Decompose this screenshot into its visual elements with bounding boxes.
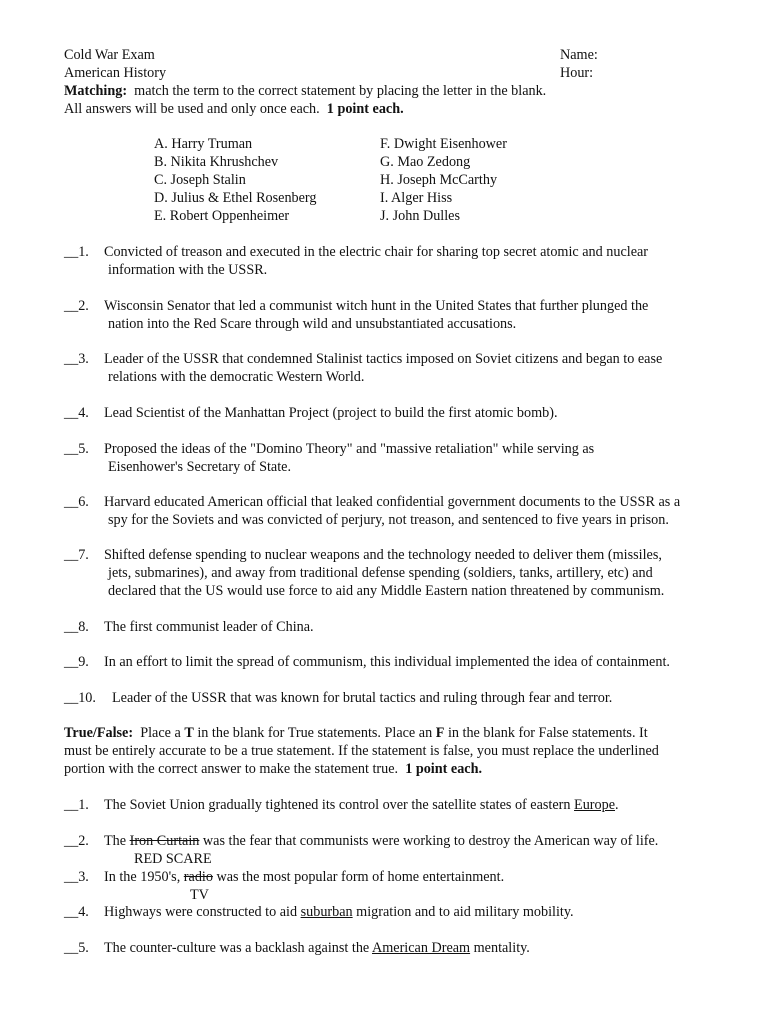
answer-blank[interactable]: __5. xyxy=(64,940,89,956)
question-text: Wisconsin Senator that led a communist witch hunt in the United States that further plunged the xyxy=(104,298,649,314)
name-label: Name: xyxy=(560,47,598,63)
answer-blank[interactable]: __9. xyxy=(64,654,89,670)
course-name: American History xyxy=(64,65,167,81)
tf-heading: True/False: xyxy=(64,725,134,741)
tf-instructions: True/False: Place a T in the blank for True statements. Place an F in the blank for False statements. It xyxy=(64,725,648,741)
underlined-term: Europe xyxy=(574,797,616,813)
question-text: The Soviet Union gradually tightened its control over the satellite states of eastern Europe. xyxy=(104,797,619,813)
answer-blank[interactable]: __5. xyxy=(64,441,89,457)
tf-instructions-line2: must be entirely accurate to be a true statement. If the statement is false, you must replace the underlined xyxy=(64,743,659,759)
question-text: Shifted defense spending to nuclear weapons and the technology needed to deliver them (missiles, xyxy=(104,547,662,563)
answer-blank[interactable]: __3. xyxy=(64,869,89,885)
matching-points: 1 point each. xyxy=(326,101,404,117)
choice-e: E. Robert Oppenheimer xyxy=(154,208,290,224)
question-text: The counter-culture was a backlash against the American Dream mentality. xyxy=(104,940,530,956)
choice-i: I. Alger Hiss xyxy=(380,190,453,206)
answer-blank[interactable]: __2. xyxy=(64,833,89,849)
question-text-cont: information with the USSR. xyxy=(108,262,268,278)
tf-instructions-line3: portion with the correct answer to make the statement true. 1 point each. xyxy=(64,761,483,777)
question-text: Lead Scientist of the Manhattan Project (project to build the first atomic bomb). xyxy=(104,405,558,421)
answer-blank[interactable]: __4. xyxy=(64,904,89,920)
choice-b: B. Nikita Khrushchev xyxy=(154,154,279,170)
question-text: Highways were constructed to aid suburban migration and to aid military mobility. xyxy=(104,904,574,920)
matching-instructions-text: match the term to the correct statement by placing the letter in the blank. xyxy=(134,83,547,99)
choice-a: A. Harry Truman xyxy=(154,136,253,152)
handwritten-correction: RED SCARE xyxy=(134,851,212,867)
answer-blank[interactable]: __1. xyxy=(64,244,89,260)
choice-h: H. Joseph McCarthy xyxy=(380,172,498,188)
matching-heading: Matching: xyxy=(64,83,128,99)
struck-term: Iron Curtain xyxy=(129,833,200,849)
question-text: In the 1950's, radio was the most popular form of home entertainment. xyxy=(104,869,505,885)
answer-blank[interactable]: __8. xyxy=(64,619,89,635)
tf-points: 1 point each. xyxy=(405,761,483,777)
hour-label: Hour: xyxy=(560,65,594,81)
answer-blank[interactable]: __2. xyxy=(64,298,89,314)
question-text: In an effort to limit the spread of communism, this individual implemented the idea of containment. xyxy=(104,654,670,670)
answer-blank[interactable]: __10. xyxy=(64,690,96,706)
question-text: Convicted of treason and executed in the electric chair for sharing top secret atomic and nuclear xyxy=(104,244,649,260)
underlined-term: American Dream xyxy=(372,940,471,956)
exam-title: Cold War Exam xyxy=(64,47,155,63)
choice-f: F. Dwight Eisenhower xyxy=(380,136,507,152)
answer-blank[interactable]: __6. xyxy=(64,494,89,510)
matching-instructions-line2: All answers will be used and only once each. 1 point each. xyxy=(64,101,404,117)
question-text: Leader of the USSR that condemned Stalinist tactics imposed on Soviet citizens and began to ease xyxy=(104,351,663,367)
choice-d: D. Julius & Ethel Rosenberg xyxy=(154,190,317,206)
question-text: Proposed the ideas of the "Domino Theory" and "massive retaliation" while serving as xyxy=(104,441,595,457)
answer-blank[interactable]: __1. xyxy=(64,797,89,813)
question-text-cont: relations with the democratic Western World. xyxy=(108,369,365,385)
choice-g: G. Mao Zedong xyxy=(380,154,471,170)
answer-blank[interactable]: __4. xyxy=(64,405,89,421)
answer-blank[interactable]: __7. xyxy=(64,547,89,563)
question-text-cont: spy for the Soviets and was convicted of perjury, not treason, and sentenced to five years in prison. xyxy=(108,512,669,528)
question-text: Harvard educated American official that leaked confidential government documents to the USSR as a xyxy=(104,494,681,510)
question-text-cont: Eisenhower's Secretary of State. xyxy=(108,459,291,475)
question-text: Leader of the USSR that was known for brutal tactics and ruling through fear and terror. xyxy=(112,690,613,706)
question-text: The Iron Curtain was the fear that communists were working to destroy the American way of life. xyxy=(104,833,659,849)
question-text-cont: declared that the US would use force to aid any Middle Eastern nation threatened by communism. xyxy=(108,583,665,599)
answer-blank[interactable]: __3. xyxy=(64,351,89,367)
handwritten-correction: TV xyxy=(190,887,209,903)
choice-c: C. Joseph Stalin xyxy=(154,172,246,188)
choice-j: J. John Dulles xyxy=(380,208,461,224)
underlined-term: suburban xyxy=(300,904,353,920)
struck-term: radio xyxy=(183,869,213,885)
question-text: The first communist leader of China. xyxy=(104,619,314,635)
question-text-cont: nation into the Red Scare through wild and unsubstantiated accusations. xyxy=(108,316,517,332)
question-text-cont: jets, submarines), and away from traditional defense spending (soldiers, tanks, artillery, etc) and xyxy=(108,565,653,581)
matching-instructions xyxy=(64,82,546,100)
